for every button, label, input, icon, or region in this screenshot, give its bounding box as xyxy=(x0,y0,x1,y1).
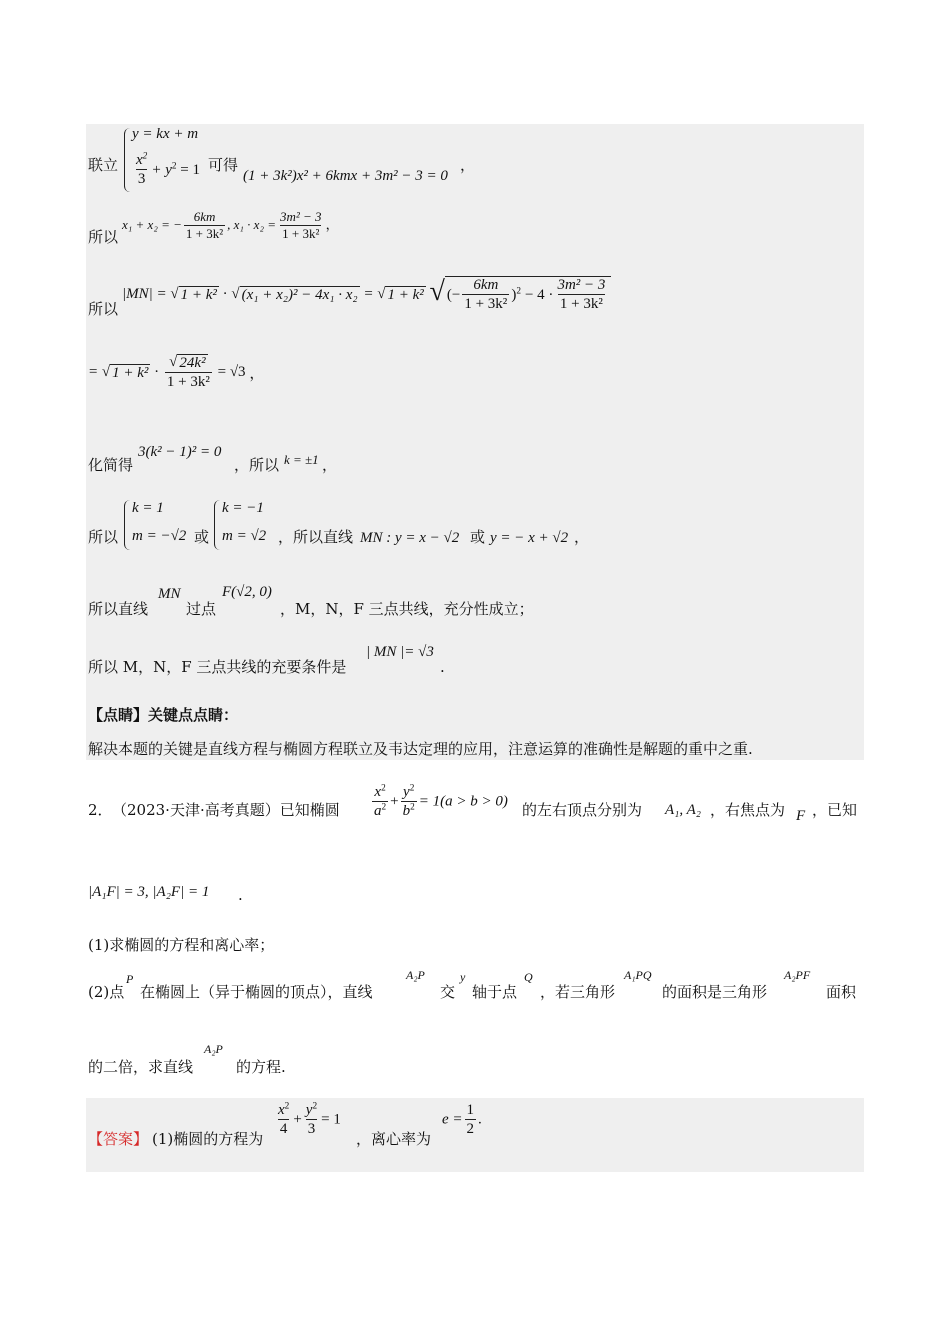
system-brace-3 xyxy=(214,500,221,550)
q2-t3: ，已知 xyxy=(812,801,858,819)
note-title: 【点睛】关键点点睛： xyxy=(88,706,239,724)
l6-s1-bot: m = −√2 xyxy=(132,528,187,544)
l8-end: . xyxy=(440,658,445,676)
l2-expr: x₁ + x₂ = − $\frac{6km}{\text{1 + 3k²}}$ , x₁ · x₂ = $\frac{\text{3m² − 3}}{\text{1 + 3k²}}$ ， xyxy=(122,209,339,241)
q2-given-end: . xyxy=(238,886,243,904)
l6-s1-top: k = 1 xyxy=(132,500,164,516)
l6-end: ， xyxy=(574,528,590,546)
q2-part1: (1)求椭圆的方程和离心率； xyxy=(88,936,275,954)
system-brace-2 xyxy=(124,500,131,550)
note-text: 解决本题的关键是直线方程与椭圆方程联立及韦达定理的应用，注意运算的准确性是解题的重中之重. xyxy=(88,740,753,758)
l5-k: k = ±1 xyxy=(284,452,319,467)
system-brace-1 xyxy=(124,128,131,192)
l6-s2-bot: m = √2 xyxy=(222,528,267,544)
q2-p2-y: y xyxy=(460,970,466,984)
l6-line1: MN : y = x − √2 xyxy=(360,530,460,546)
q2-p2-f: 的面积是三角形 xyxy=(662,983,768,1001)
l7-mn: MN xyxy=(158,586,181,602)
q2-ellipse: $\frac{x^2}{a^2}$ + $\frac{y^2}{b^2}$ = 1(a > b > 0) xyxy=(374,783,508,820)
l6-or: 或 xyxy=(194,528,210,546)
l3-expr: |MN| = √ 1 + k² · √ (x₁ + x₂)² − 4x₁ · x₂ = √ 1 + k² √ (− $\frac{6km}{\text{1 + 3k²}}$ )$^2$ − 4 · $\frac{\text{3m² − 3}}{\text{1 + 3k²}}$ xyxy=(122,276,611,313)
q2-t1: 的左右顶点分别为 xyxy=(522,801,643,819)
l5-eq: 3(k² − 1)² = 0 xyxy=(138,444,222,460)
l7-prefix: 所以直线 xyxy=(88,600,149,618)
l7-rest: ，M，N，F 三点共线，充分性成立； xyxy=(280,600,534,618)
q2-p2-g: 面积 xyxy=(826,983,857,1001)
q2-src: （2023·天津·高考真题）已知椭圆 xyxy=(112,801,340,819)
l7-pt: F(√2, 0) xyxy=(222,584,272,600)
q2-num: 2． xyxy=(88,801,113,819)
l6-line2: y = − x + √2 xyxy=(490,530,569,546)
l1-sys-bot: $\frac{x^2}{3}$ + $y^2 = 1$ xyxy=(136,151,200,188)
q2-given: |A₁F| = 3, |A₂F| = 1 xyxy=(88,884,210,900)
q2-p2-i: 的方程. xyxy=(236,1058,286,1076)
l1-sys-top: y = kx + m xyxy=(132,126,199,142)
l5-end: ， xyxy=(322,456,338,474)
l1-eq: (1 + 3k²)x² + 6kmx + 3m² − 3 = 0 xyxy=(243,168,448,184)
answer-tag: 【答案】 xyxy=(88,1130,149,1148)
q2-p2-P: P xyxy=(126,972,134,986)
answer-t1: (1)椭圆的方程为 xyxy=(152,1130,264,1148)
q2-p2-d: 轴于点 xyxy=(472,983,518,1001)
l6-or2: 或 xyxy=(470,528,486,546)
l8-prefix: 所以 M，N，F 三点共线的充要条件是 xyxy=(88,658,347,676)
q2-verts: A₁, A₂ xyxy=(665,802,701,818)
q2-p2-h: 的二倍，求直线 xyxy=(88,1058,194,1076)
l2-prefix: 所以 xyxy=(88,228,119,246)
q2-p2-b: 在椭圆上（异于椭圆的顶点），直线 xyxy=(140,983,373,1001)
q2-p2-c: 交 xyxy=(440,983,456,1001)
l8-eq: | MN |= √3 xyxy=(366,644,434,660)
l5-prefix: 化简得 xyxy=(88,456,134,474)
q2-focus: F xyxy=(796,808,806,824)
l6-prefix: 所以 xyxy=(88,528,119,546)
l1-prefix: 联立 xyxy=(88,156,119,174)
l3-prefix: 所以 xyxy=(88,300,119,318)
q2-p2-Q: Q xyxy=(524,970,533,984)
answer-eq: $\frac{x^2}{4}$ + $\frac{y^2}{3}$ = 1 xyxy=(278,1101,341,1138)
l7-pass: 过点 xyxy=(186,600,217,618)
q2-p2-e: ，若三角形 xyxy=(540,983,616,1001)
q2-p2-line: A₂P xyxy=(406,968,425,982)
q2-t2: ，右焦点为 xyxy=(710,801,786,819)
q2-p2-line2: A₂P xyxy=(204,1042,223,1056)
answer-t2: ，离心率为 xyxy=(356,1130,432,1148)
l1-mid: 可得 xyxy=(208,156,239,174)
l5-mid: ，所以 xyxy=(234,456,280,474)
q2-p2-a: (2)点 xyxy=(88,983,125,1001)
q2-p2-tri1: A₁PQ xyxy=(624,968,652,982)
q2-p2-tri2: A₂PF xyxy=(784,968,811,982)
l6-s2-top: k = −1 xyxy=(222,500,264,516)
l4-expr: = √ 1 + k² · √ 24k² 1 + 3k² = √3 ， xyxy=(88,354,265,391)
answer-e: e = $\frac{1}{2}$ . xyxy=(442,1102,482,1138)
l1-end: ， xyxy=(460,156,476,174)
l6-mid: ，所以直线 xyxy=(278,528,354,546)
